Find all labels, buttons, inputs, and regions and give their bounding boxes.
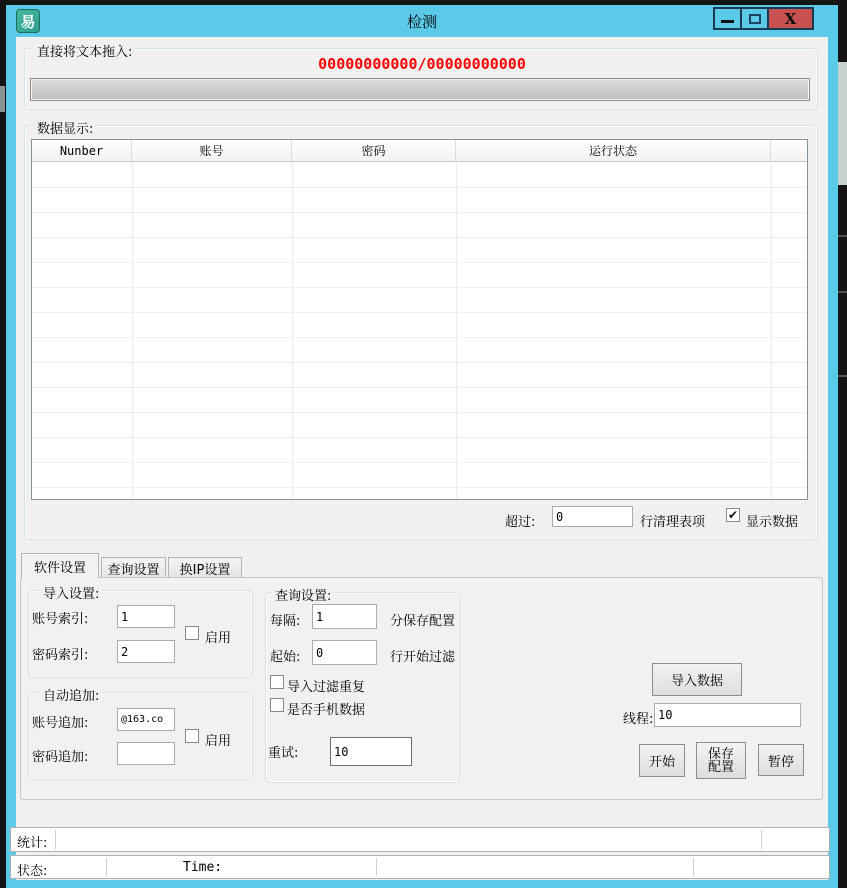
- statusbar-divider: [376, 858, 377, 876]
- table-row[interactable]: [32, 363, 807, 388]
- tab-change-ip-settings[interactable]: 换IP设置: [168, 557, 242, 578]
- statusbar-divider: [761, 830, 762, 849]
- maximize-button[interactable]: [740, 7, 769, 30]
- table-row[interactable]: [32, 488, 807, 499]
- check-icon: ✔: [727, 508, 739, 522]
- password-index-input[interactable]: [117, 640, 175, 663]
- table-column-divider: [132, 163, 133, 499]
- overflow-input[interactable]: [552, 506, 633, 527]
- table-row[interactable]: [32, 313, 807, 338]
- close-icon: X: [784, 9, 797, 28]
- table-header-account[interactable]: 账号: [132, 140, 292, 161]
- table-header: [32, 140, 807, 162]
- save-config-line2: 配置: [707, 759, 734, 775]
- pause-button[interactable]: 暂停: [758, 744, 804, 776]
- table-column-divider: [292, 163, 293, 499]
- account-index-label: 账号索引:: [32, 612, 89, 627]
- start-suffix-label: 行开始过滤: [390, 650, 456, 665]
- minimize-icon: [721, 20, 734, 23]
- table-row[interactable]: [32, 463, 807, 488]
- start-input[interactable]: [312, 640, 377, 665]
- table-row[interactable]: [32, 438, 807, 463]
- statistics-label: 统计:: [17, 836, 48, 851]
- close-button[interactable]: [767, 7, 814, 30]
- account-append-label: 账号追加:: [32, 716, 89, 731]
- save-config-button-text: [708, 748, 734, 774]
- import-settings-label: 导入设置:: [40, 583, 102, 602]
- progress-bar: [30, 78, 810, 101]
- tab-query-settings[interactable]: 查询设置: [101, 557, 166, 578]
- table-body: [32, 163, 807, 499]
- import-enable-label: 启用: [205, 631, 232, 646]
- table-column-divider: [771, 163, 772, 499]
- save-config-button[interactable]: [696, 742, 746, 779]
- time-label: Time:: [183, 860, 223, 875]
- titlebar[interactable]: [6, 5, 838, 37]
- import-data-button[interactable]: 导入数据: [652, 663, 742, 696]
- table-row[interactable]: [32, 388, 807, 413]
- filter-duplicate-checkbox[interactable]: [270, 675, 284, 689]
- drop-group-label: 直接将文本拖入:: [34, 41, 135, 60]
- table-row[interactable]: [32, 188, 807, 213]
- tab-software-settings[interactable]: 软件设置: [21, 553, 99, 578]
- app-icon-glyph: 易: [20, 12, 36, 31]
- password-append-input[interactable]: [117, 742, 175, 765]
- table-row[interactable]: [32, 163, 807, 188]
- phone-data-label: 是否手机数据: [287, 703, 366, 718]
- data-group-label: 数据显示:: [34, 118, 96, 137]
- maximize-icon: [749, 14, 761, 24]
- table-row[interactable]: [32, 288, 807, 313]
- query-settings-label: 查询设置:: [272, 585, 334, 604]
- background-window-fragment: [0, 86, 5, 112]
- statusbar-divider: [693, 858, 694, 876]
- interval-input[interactable]: [312, 604, 377, 629]
- start-label: 起始:: [270, 650, 301, 665]
- password-append-label: 密码追加:: [32, 750, 89, 765]
- start-button[interactable]: 开始: [639, 744, 685, 777]
- save-config-line1: 保存: [707, 746, 734, 762]
- state-bar: [10, 855, 830, 879]
- thread-input[interactable]: [654, 703, 801, 727]
- account-index-input[interactable]: [117, 605, 175, 628]
- data-table: [31, 139, 808, 500]
- show-data-label: 显示数据: [746, 515, 799, 530]
- retry-input[interactable]: [330, 737, 412, 766]
- password-index-label: 密码索引:: [32, 648, 89, 663]
- import-enable-checkbox[interactable]: [185, 626, 199, 640]
- table-row[interactable]: [32, 238, 807, 263]
- table-header-status[interactable]: 运行状态: [456, 140, 771, 161]
- statusbar-divider: [55, 830, 56, 849]
- statusbar-divider: [106, 858, 107, 876]
- thread-label: 线程:: [623, 712, 654, 727]
- app-window: [6, 5, 838, 888]
- filter-duplicate-label: 导入过滤重复: [287, 680, 366, 695]
- auto-append-label: 自动追加:: [40, 685, 102, 704]
- background-line: [838, 291, 847, 293]
- table-row[interactable]: [32, 263, 807, 288]
- background-window-fragment: [838, 62, 847, 185]
- background-line: [838, 235, 847, 237]
- app-icon: [16, 9, 40, 33]
- background-line: [838, 375, 847, 377]
- interval-label: 每隔:: [270, 614, 301, 629]
- table-header-password[interactable]: 密码: [292, 140, 456, 161]
- phone-data-checkbox[interactable]: [270, 698, 284, 712]
- table-header-extra[interactable]: [771, 140, 807, 161]
- table-header-number[interactable]: Nunber: [32, 140, 132, 161]
- table-column-divider: [456, 163, 457, 499]
- progress-counter: 00000000000/00000000000: [318, 55, 526, 73]
- interval-suffix-label: 分保存配置: [390, 614, 456, 629]
- window-controls: [715, 7, 814, 30]
- client-area: [16, 37, 828, 880]
- overflow-suffix-label: 行清理表项: [640, 515, 706, 530]
- show-data-checkbox[interactable]: [726, 508, 740, 522]
- state-label: 状态:: [17, 864, 48, 879]
- minimize-button[interactable]: [713, 7, 742, 30]
- retry-label: 重试:: [268, 746, 299, 761]
- account-append-input[interactable]: [117, 708, 175, 731]
- table-row[interactable]: [32, 213, 807, 238]
- statistics-bar: [10, 827, 830, 852]
- append-enable-checkbox[interactable]: [185, 729, 199, 743]
- overflow-label: 超过:: [505, 515, 536, 530]
- table-row[interactable]: [32, 338, 807, 363]
- table-row[interactable]: [32, 413, 807, 438]
- append-enable-label: 启用: [205, 734, 232, 749]
- window-title: 检测: [406, 12, 437, 31]
